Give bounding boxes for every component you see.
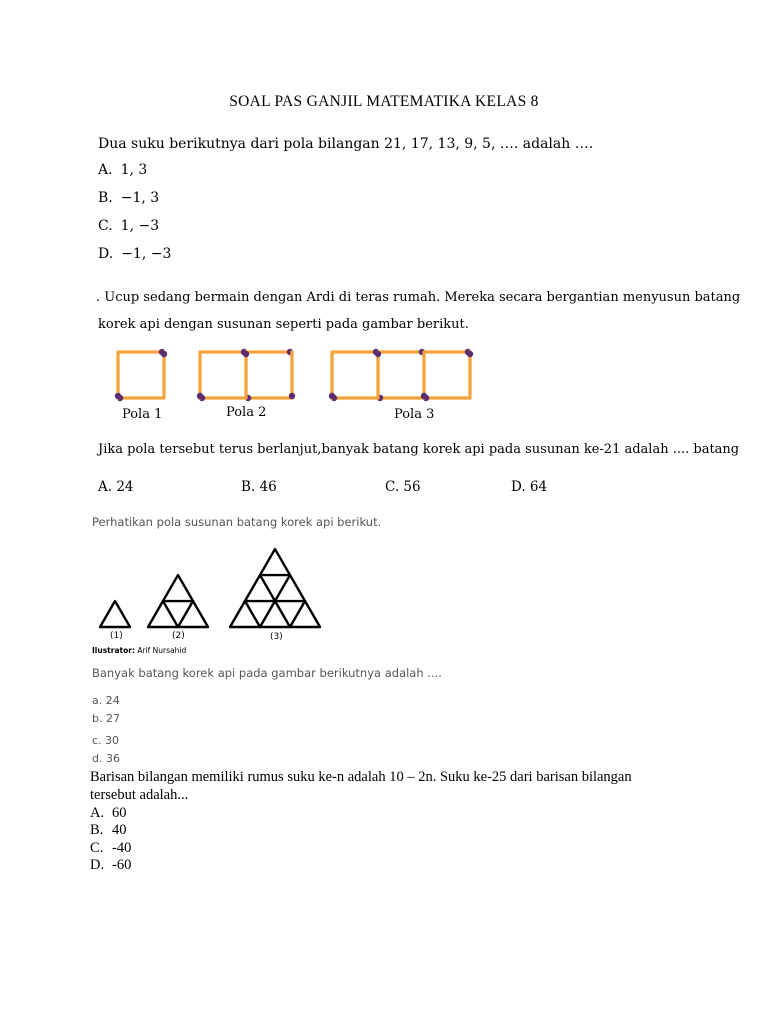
q1-option-c xyxy=(98,218,159,234)
matchstick-squares xyxy=(115,349,473,401)
matchstick-triangle xyxy=(163,575,193,601)
option-value: 1, 3 xyxy=(120,162,148,178)
q1-option-b xyxy=(98,190,159,206)
figure-3-label: (3) xyxy=(270,632,283,642)
q3-option-b: b. 27 xyxy=(92,712,120,725)
matchstick-square-figure xyxy=(108,340,498,410)
option-label: D. xyxy=(98,246,114,262)
matchstick-head xyxy=(421,393,427,399)
q2-option-c: C. 56 xyxy=(385,479,421,495)
matchstick-triangle xyxy=(275,575,305,601)
figure-2-label: (2) xyxy=(172,631,185,641)
matchstick-head xyxy=(467,351,473,357)
option-value: 40 xyxy=(112,822,127,838)
matchstick-triangle xyxy=(245,575,275,601)
matchstick-head xyxy=(243,351,249,357)
option-value: -60 xyxy=(112,857,132,873)
pola-2-label: Pola 2 xyxy=(226,405,267,420)
matchstick-triangles xyxy=(100,549,320,627)
q3-question: Banyak batang korek api pada gambar berikutnya adalah .... xyxy=(92,666,442,680)
q3-stem: Perhatikan pola susunan batang korek api berikut. xyxy=(92,515,382,529)
q2-question: Jika pola tersebut terus berlanjut,banyak batang korek api pada susunan ke-21 adalah .... batang xyxy=(98,442,740,457)
matchstick-triangle xyxy=(100,601,130,627)
matchstick-head xyxy=(289,393,295,399)
option-label: A. xyxy=(90,805,105,821)
q4-stem-line2: tersebut adalah... xyxy=(90,787,189,803)
pola-1-label: Pola 1 xyxy=(122,407,163,422)
option-label: A. xyxy=(98,162,113,178)
option-label: C. xyxy=(98,218,113,234)
matchstick-triangle xyxy=(260,549,290,575)
matchstick-triangle xyxy=(178,601,208,627)
q2-option-a: A. 24 xyxy=(98,479,134,495)
matchstick-triangle xyxy=(290,601,320,627)
q2-stem-line1: . Ucup sedang bermain dengan Ardi di teras rumah. Mereka secara bergantian menyusun batang xyxy=(96,290,741,305)
matchstick-triangle xyxy=(148,601,178,627)
q3-option-d: d. 36 xyxy=(92,752,120,765)
page-title: SOAL PAS GANJIL MATEMATIKA KELAS 8 xyxy=(229,93,539,110)
pola-3-label: Pola 3 xyxy=(394,407,435,422)
matchstick-head xyxy=(161,351,167,357)
option-label: B. xyxy=(90,822,104,838)
matchstick-triangle-figure xyxy=(92,536,342,632)
q2-stem-line2: korek api dengan susunan seperti pada gambar berikut. xyxy=(98,317,469,332)
option-label: B. xyxy=(98,190,113,206)
matchstick-head xyxy=(115,393,121,399)
matchstick-head xyxy=(375,351,381,357)
illustrator-credit xyxy=(92,646,186,655)
q3-option-c: c. 30 xyxy=(92,734,120,747)
figure-1-label: (1) xyxy=(110,631,123,641)
q4-stem-line1: Barisan bilangan memiliki rumus suku ke-n adalah 10 – 2n. Suku ke-25 dari barisan bilangan xyxy=(90,769,632,785)
q1-option-a xyxy=(98,162,147,178)
q2-option-d: D. 64 xyxy=(511,479,548,495)
option-value: −1, 3 xyxy=(120,190,160,206)
option-value: -40 xyxy=(112,840,132,856)
option-value: 60 xyxy=(112,805,127,821)
q1-stem: Dua suku berikutnya dari pola bilangan 21, 17, 13, 9, 5, …. adalah …. xyxy=(98,136,594,152)
matchstick-head xyxy=(329,393,335,399)
q4-option-b xyxy=(90,822,127,839)
q4-option-c xyxy=(90,840,131,857)
option-label: C. xyxy=(90,840,104,856)
q4-option-d xyxy=(90,857,131,874)
option-value: 1, −3 xyxy=(120,218,160,234)
illustrator-label: Ilustrator: xyxy=(92,646,135,655)
illustrator-name: Arif Nursahid xyxy=(137,646,187,655)
option-label: D. xyxy=(90,857,105,873)
q3-option-a: a. 24 xyxy=(92,694,120,707)
q4-option-a xyxy=(90,805,127,822)
q1-option-d xyxy=(98,246,171,262)
option-value: −1, −3 xyxy=(121,246,172,262)
q2-option-b: B. 46 xyxy=(241,479,277,495)
matchstick-triangle xyxy=(230,601,260,627)
matchstick-head xyxy=(197,393,203,399)
matchstick-triangle xyxy=(260,601,290,627)
